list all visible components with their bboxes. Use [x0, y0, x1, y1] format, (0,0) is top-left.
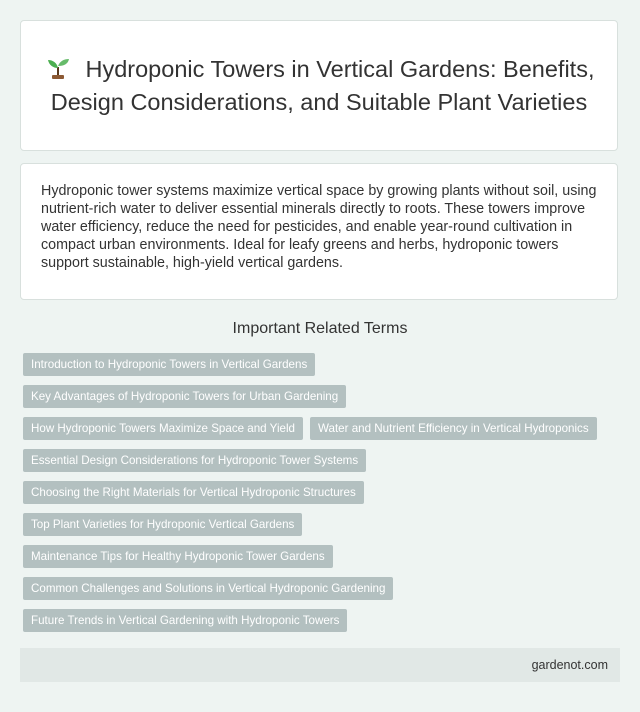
description-text: Hydroponic tower systems maximize vertical space by growing plants without soil, using nutrient-rich water to deliver essential minerals directly to roots. These towers improve water efficiency, reduce the need for pesticides, and enable year-round cultivation in compact urban environments. Ideal for leafy greens and herbs, hydroponic towers support sustainable, high-yield vertical gardens.	[41, 183, 597, 271]
term-row	[23, 353, 623, 376]
term-tag[interactable]: Maintenance Tips for Healthy Hydroponic Tower Gardens	[23, 545, 333, 568]
related-terms-heading: Important Related Terms	[232, 320, 408, 337]
term-tag[interactable]: Essential Design Considerations for Hydroponic Tower Systems	[23, 449, 366, 472]
term-row	[23, 609, 623, 632]
term-tag[interactable]: Top Plant Varieties for Hydroponic Vertical Gardens	[23, 513, 302, 536]
term-row	[23, 545, 623, 568]
term-row	[23, 513, 623, 536]
footer	[20, 648, 620, 682]
term-row	[23, 481, 623, 504]
footer-site-link[interactable]: gardenot.com	[531, 658, 608, 672]
description-card	[20, 163, 618, 300]
term-tag[interactable]: Choosing the Right Materials for Vertical Hydroponic Structures	[23, 481, 364, 504]
term-tag[interactable]: How Hydroponic Towers Maximize Space and Yield	[23, 417, 303, 440]
sprout-icon	[44, 57, 72, 79]
term-tag[interactable]: Water and Nutrient Efficiency in Vertical Hydroponics	[310, 417, 597, 440]
term-tag[interactable]: Future Trends in Vertical Gardening with Hydroponic Towers	[23, 609, 347, 632]
term-tag[interactable]: Common Challenges and Solutions in Vertical Hydroponic Gardening	[23, 577, 393, 600]
page-title	[21, 53, 617, 119]
term-tag[interactable]: Introduction to Hydroponic Towers in Vertical Gardens	[23, 353, 315, 376]
term-row	[23, 417, 623, 440]
term-row	[23, 577, 623, 600]
term-tag[interactable]: Key Advantages of Hydroponic Towers for Urban Gardening	[23, 385, 346, 408]
page-title-text: Hydroponic Towers in Vertical Gardens: Benefits, Design Considerations, and Suitable Plant Varieties	[50, 55, 595, 115]
related-terms-list	[23, 353, 623, 641]
term-row	[23, 449, 623, 472]
term-row	[23, 385, 623, 408]
title-card	[20, 20, 618, 151]
